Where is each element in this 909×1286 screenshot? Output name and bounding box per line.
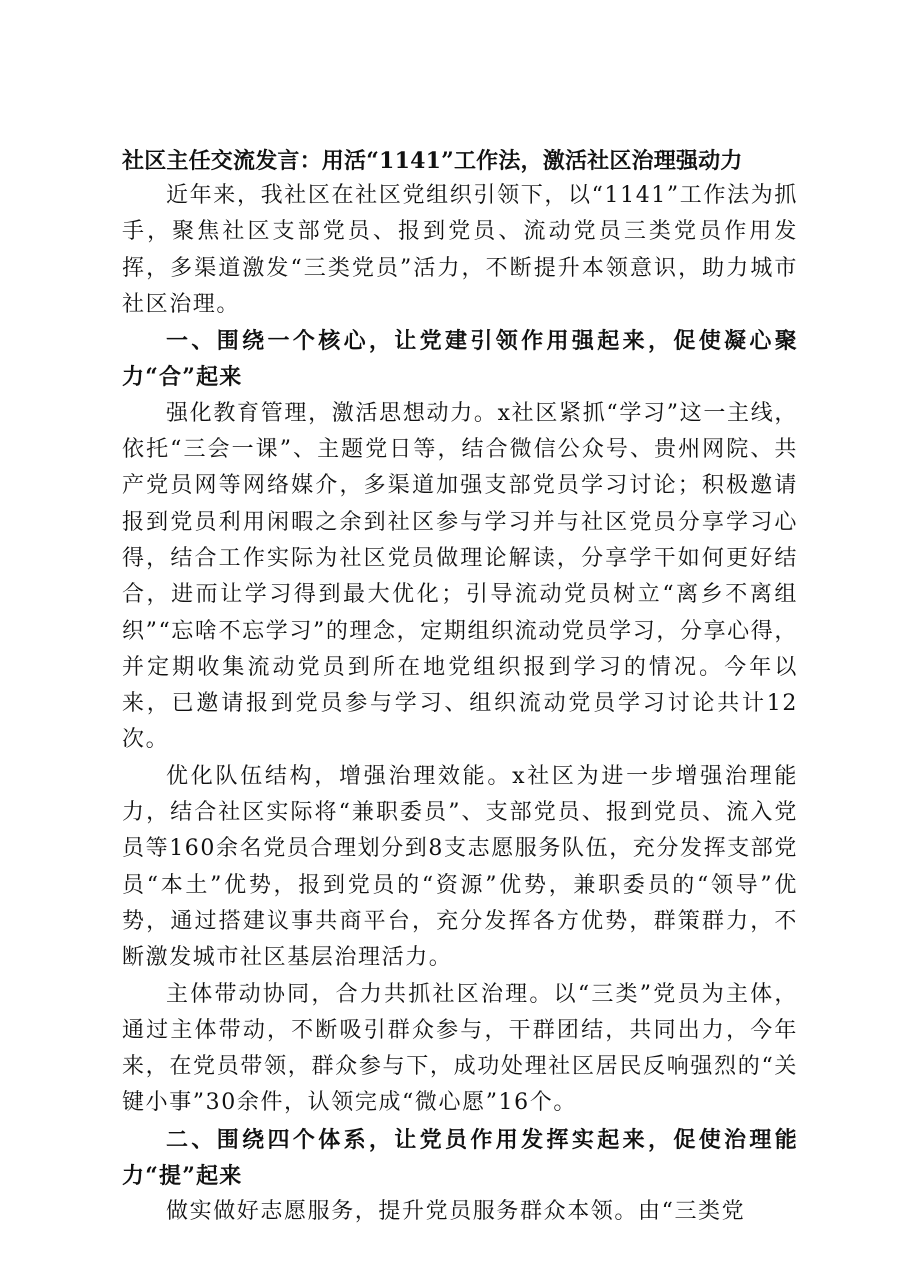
paragraph-volunteer-service: 做实做好志愿服务，提升党员服务群众本领。由“三类党: [166, 1199, 746, 1225]
section-heading-2: 二、围绕四个体系，让党员作用发挥实起来，促使治理能力“提”起来: [122, 1126, 798, 1190]
section-heading-1: 一、围绕一个核心，让党建引领作用强起来，促使凝心聚力“合”起来: [122, 328, 798, 391]
document-body: [122, 144, 798, 1231]
paragraph-education: 强化教育管理，激活思想动力。x社区紧抓“学习”这一主线，依托“三会一课”、主题党日等，结合微信公众号、贵州网院、共产党员网等网络媒介，多渠道加强支部党员学习讨论；积极邀请报到党员利用闲暇之余到社区参与学习并与社区党员分享学习心得，结合工作实际为社区党员做理论解读，分享学干如何更好结合，进而让学习得到最大优化；引导流动党员树立“离乡不离组织”“忘啥不忘学习”的理念，定期组织流动党员学习，分享心得，并定期收集流动党员到所在地党组织报到学习的情况。今年以来，已邀请报到党员参与学习、组织流动党员学习讨论共计12次。: [122, 400, 798, 753]
paragraph-governance: 主体带动协同，合力共抓社区治理。以“三类”党员为主体，通过主体带动，不断吸引群众参与，干群团结，共同出力，今年来，在党员带领，群众参与下，成功处理社区居民反响强烈的“关键小事”30余件，认领完成“微心愿”16个。: [122, 981, 798, 1116]
paragraph-team-structure: 优化队伍结构，增强治理效能。x社区为进一步增强治理能力，结合社区实际将“兼职委员”、支部党员、报到党员、流入党员等160余名党员合理划分到8支志愿服务队伍，充分发挥支部党员“本土”优势，报到党员的“资源”优势，兼职委员的“领导”优势，通过搭建议事共商平台，充分发挥各方优势，群策群力，不断激发城市社区基层治理活力。: [122, 763, 798, 971]
document-title: 社区主任交流发言：用活“1141”工作法，激活社区治理强动力: [122, 148, 743, 174]
paragraph-intro: 近年来，我社区在社区党组织引领下，以“1141”工作法为抓手，聚焦社区支部党员、报到党员、流动党员三类党员作用发挥，多渠道激发“三类党员”活力，不断提升本领意识，助力城市社区治理。: [122, 183, 798, 317]
